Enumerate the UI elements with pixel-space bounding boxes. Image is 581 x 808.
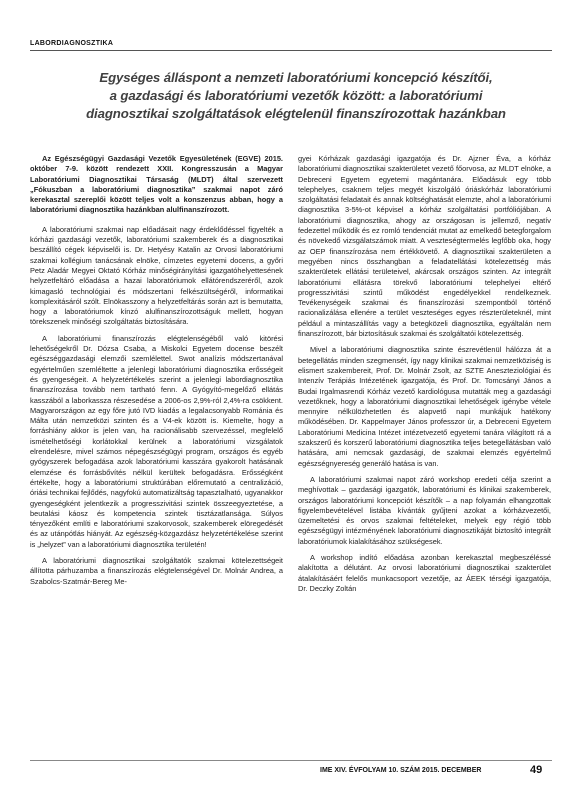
body-paragraph: A laboratóriumi szakmai nap előadásait nagy érdeklődéssel figyelték a kórházi gazdasági vezetők, laboratóriumi szakemberek és a diagnosztikai beszállító cégek képviselői is. Dr. Hetyésy Katalin az Orvosi laboratóriumi szakmai kollégium tanácsának elnöke, címzetes egyetemi docens, a győri Petz Aladár Megyei Oktató Kórház minőségirányítási igazgatóhelyettesének helyzetfeltáró előadása a hazai laboratóriumok ellátórendszeréről, azok kimagasló technológiai és módszertani felkészültségéről, informatikai komplexitásáról szólt. Elnökasszony a helyzetfeltárás során azt is bemutatta, hogy a laboratóriumok kínzó alulfinanszírozottságuk mellett, hogyan törekszenek minőségi szolgáltatás biztosítására. [30, 224, 283, 327]
body-paragraph: gyei Kórházak gazdasági igazgatója és Dr. Ajzner Éva, a kórház laboratóriumi diagnosztikai szakterületet vezető főorvosa, az MLDT elnöke, a Debreceni Egyetem egyetemi magántanára. Előadásuk egy több telephelyes, csaknem teljes megyét kiszolgáló óriáskórház laboratóriumi szolgáltatási feladatait és annak költséghatását elemzte, ahol a laboratóriumi diagnosztika 3-5%-ot képvisel a kórház szolgáltatási portfóliójában. A laboratóriumi diagnosztika, ahogy az országosan is jellemző, negatív fedezettel működik és ez romló tendenciát mutat az emelkedő betegforgalom és növekedő vizsgálatszámok miatt. A veszteségtermelés legfőbb oka, hogy az OEP finanszírozása nem értékkövető. A diagnosztikai szakterületen a megyében nincs összhangban a feladatellátási kötelezettség más szakterületek ellátási területeivel, akárcsak országos szinten. Az integrált laboratóriumi ellátásra törekvő laboratóriumi telephelyei eltérő progresszivitási szintű működést engedélyekkel rendelkeznek. Tevékenységeik szakmai és finanszírozási szempontból történő racionalizálása ellenére a terület veszteséges egyes részterületeknél, mint például a mintaszállítás vagy a betegközeli diagnosztika, egyáltalán nem finanszírozott, bár biztosításuk szakmai és szolgáltatói kötelezettség. [298, 154, 551, 339]
left-text-column [30, 154, 283, 752]
article-lead: Az Egészségügyi Gazdasági Vezetők Egyesületének (EGVE) 2015. október 7-9. között rendezett XXII. Kongresszusán a Magyar Laboratóriumi Diagnosztikai Társaság (MLDT) által szervezett „Fókuszban a laboratóriumi diagnosztika” szakmai napot záró kerekasztal szereplői között teljes volt a konszenzus abban, hogy a laboratóriumi diagnosztika hazánkban alulfinanszírozott. [30, 154, 283, 215]
body-paragraph: A workshop indító előadása azonban kerekasztal megbeszéléssé alakította a délutánt. Az orvosi laboratóriumi diagnosztikai szakterület átalakításáért felelős munkacsoport vezetője, az ÁEEK térségi igazgatója, Dr. Deczky Zoltán [298, 552, 551, 593]
section-divider [30, 50, 552, 51]
body-paragraph: A laboratóriumi szakmai napot záró workshop eredeti célja szerint a meghívottak – gazdasági igazgatók, laboratóriumi és klinikai szakemberek, országos laboratóriumi koncepciót készítők – a nap folyamán elhangzottak figyelembevételével listába kívánták gyűjteni azokat a kórházvezetői, üzemeltetési és orvos szakmai feltételeket, melyek egy régió több egészségügyi intézményének laboratóriumi diagnosztikáját biztosító integrált laboratóriumok kialakításához szükségesek. [298, 474, 551, 546]
article-title [66, 69, 526, 123]
body-paragraph: A laboratóriumi diagnosztikai szolgáltatók szakmai kötelezettségeit állította párhuzamba a finanszírozás elégtelenségével Dr. Molnár Andrea, a Szabolcs-Szatmár-Bereg Me- [30, 555, 283, 586]
body-paragraph: Mivel a laboratóriumi diagnosztika szinte észrevétlenül hálózza át a betegellátás minden szegmensét, így nagy klinikai szakmai nemzetköziség is elismert szakembereit, Prof. Dr. Molnár Zsolt, az SZTE Aneszteziológiai és Intenzív Terápiás Intézetének igazgatója, és Prof. Dr. Tomcsányi János a Budai Irgalmasrendi Kórház vezető kardiológusa mutatták meg a gazdasági vezetőknek, hogy a laboratóriumi diagnosztikai lehetőségek igénybe vétele mennyire nélkülözhetetlen és alapvető napi munkájuk hatékony működésében. Dr. Kappelmayer János professzor úr, a Debreceni Egyetem Laboratóriumi Medicina Intézet intézetvezető egyetemi tanára világított rá a szakszerű és korszerű laboratóriumi diagnosztika teljes betegellátásban való hatására, ami nemcsak gazdasági, de szakmai elemzés egyértelmű egészségnyereség generáló hatása is van. [298, 345, 551, 468]
section-label: LABORDIAGNOSZTIKA [30, 40, 114, 47]
page-number: 49 [530, 764, 543, 776]
right-text-column [298, 154, 551, 752]
article-title-line: Egységes álláspont a nemzeti laboratóriumi koncepció készítői, [99, 70, 493, 85]
body-paragraph: A laboratóriumi finanszírozás elégtelenségéből való kitörési lehetőségekről Dr. Dózsa Csaba, a Miskolci Egyetem docense beszélt egészséggazdasági elemzői szemlélettel. Swot analízis módszertanával egyértelműen szemléltette a jelenlegi laboratóriumi diagnosztika erősségeit és gyengeségeit. A helyzetértékelés szerint a jelenlegi labordiagnosztika finanszírozása tovább nem tartható fenn. A Gyógyító-megelőző ellátás kasszából a laborkassza részesedése a 2006-os 2,9%-ról 2,4%-ra csökkent. Magyarországon az egy főre jutó IVD kiadás a legalacsonyabb Románia és Málta után nemzetközi szinten és a V4-ek között is. Kiemelte, hogy a forráshiány akkor is jelen van, ha racionálisabb szervezéssel, megfelelő ismételhetőségi korlátokkal kerülnek a laboratóriumi vizsgálatok elrendelésre, mivel számos népegészségügyi program, országos és egyéb gyógyszerek befogadása azok laboratóriumi kasszára gyakorolt hatásának elemzése és forrásbővítés nélkül kerültek befogadásra. Erősségként értékelte, hogy a laboratóriumi struktúrában előremutató a centralizáció, óriási technikai fejlődés, nagyfokú automatizáltság tapasztalható, ugyanakkor gyengeségként jelentkezik a progresszivitási szintek összeegyeztetése, a beutalási káosz és kompetencia szintek tisztázatlansága. Súlyos tényezőként említi e laboratóriumi szakorvosok, szakemberek elöregedését és az utánpótlás hiányát. Az egészség-közgazdász helyzetértékelése szerint is „helyzet” van a laboratóriumi diagnosztika területén! [30, 333, 283, 549]
article-title-line: diagnosztikai szolgáltatások elégtelenül finanszírozottak hazánkban [86, 106, 506, 121]
footer-divider [30, 760, 552, 761]
article-title-line: a gazdasági és laboratóriumi vezetők között: a laboratóriumi [109, 88, 483, 103]
footer-issue-info: IME XIV. ÉVFOLYAM 10. SZÁM 2015. DECEMBER [320, 767, 482, 774]
